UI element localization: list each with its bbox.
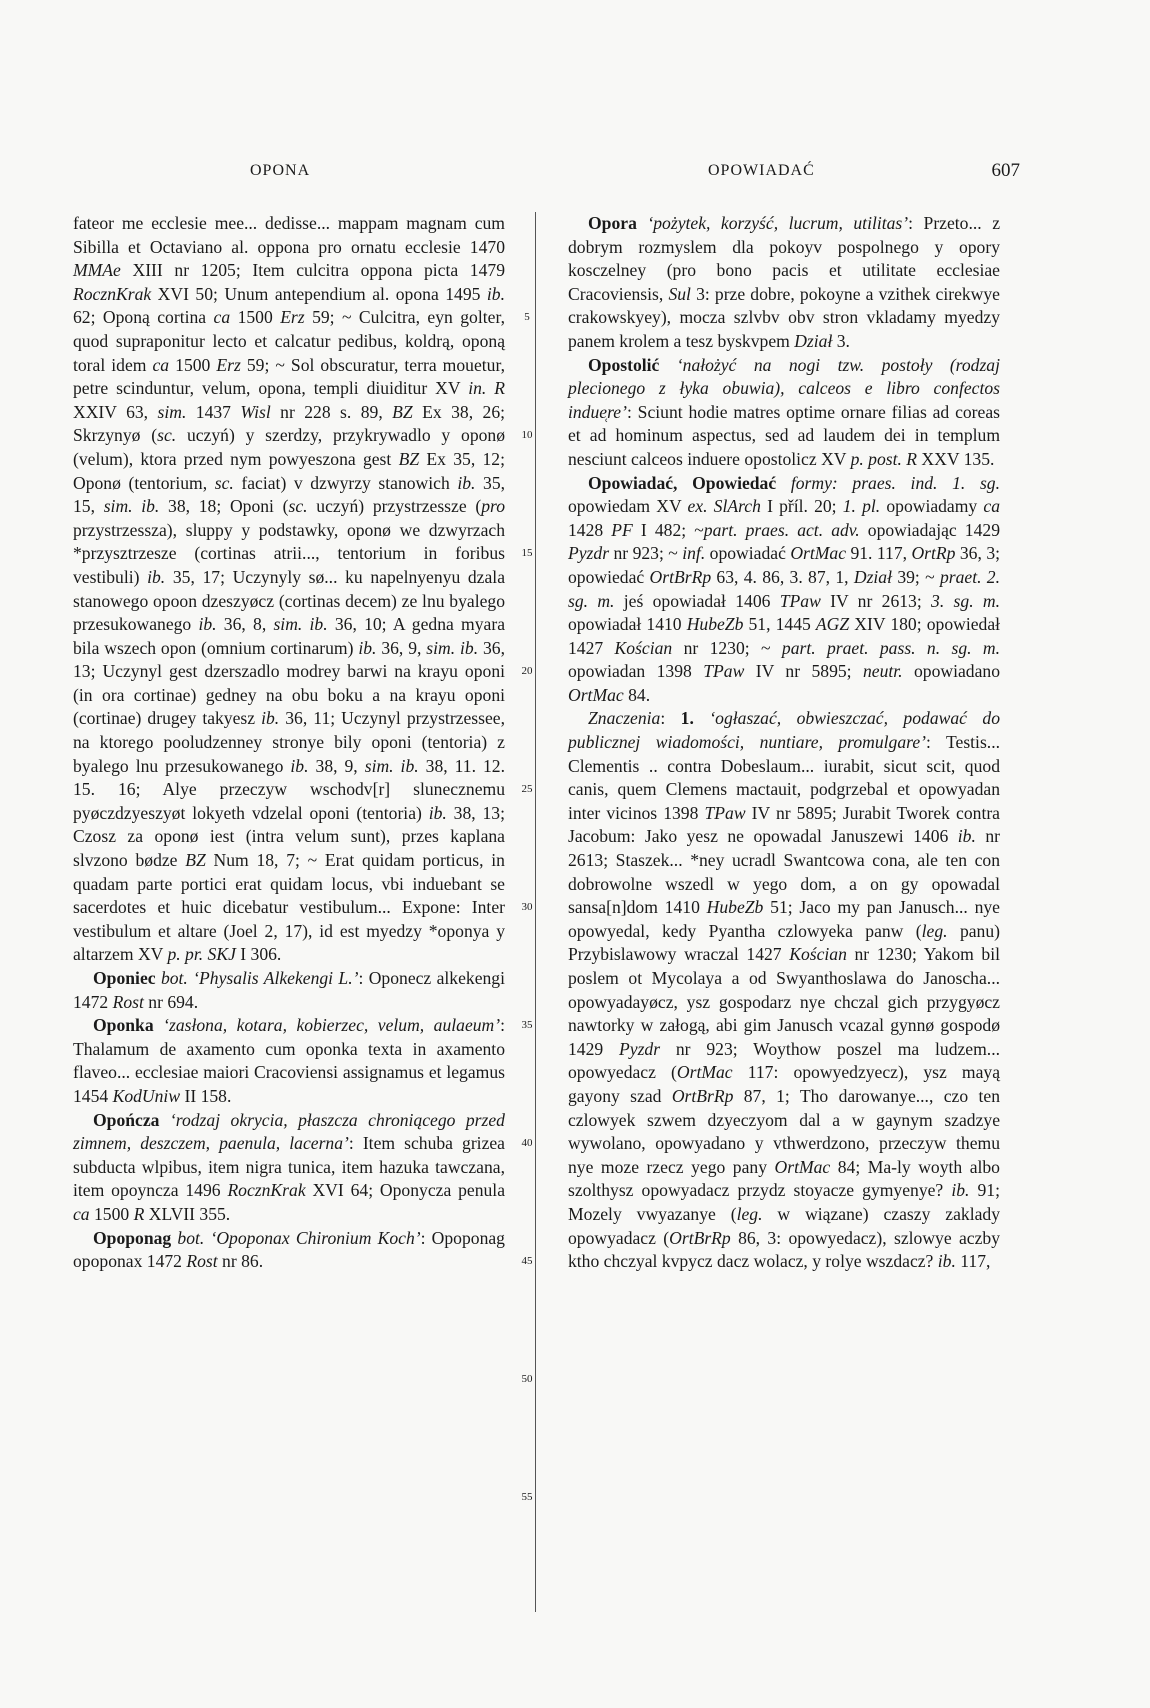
italic-text: OrtBrRp [649, 566, 712, 587]
entry-text: 59; ~ Culcitra, eyn golter, quod supraponitur lecto et calcatur pedibus, koldrą, oponą toral idem [73, 307, 505, 375]
dictionary-entry [73, 1014, 505, 1108]
italic-text: in. R [468, 378, 506, 399]
italic-text: TPaw [779, 590, 821, 611]
entry-text: 1500 [230, 307, 281, 328]
italic-text: ʻogłaszać, obwieszczać, podawać do publicznej wiadomości, nuntiare, promulgareʼ [568, 708, 1000, 753]
entry-text: : Item schuba grizea subducta wlpibus, item nigra tunica, item hazuka tawczana, item opoyncza 1496 [73, 1133, 505, 1201]
headword: Opończa [93, 1109, 160, 1130]
italic-text: BZ [185, 850, 206, 871]
entry-text: XIII nr 1205; Item culcitra oppona picta 1479 [120, 260, 505, 281]
line-number: 50 [521, 1373, 533, 1386]
dictionary-entry [73, 1109, 505, 1227]
entry-text: panu) Przybislawowy wraczal 1427 [568, 920, 1000, 965]
entry-text: 3. [832, 330, 850, 351]
italic-text: TPaw [703, 661, 745, 682]
italic-text: Pyzdr [568, 543, 610, 564]
entry-text: : Sciunt hodie matres optime ornare filias ad coreas et ad hominum aspectus, sed ad laudem dei in templum nesciunt calceos induere opostolicz XV [568, 401, 1000, 469]
italic-text: ex. SlArch [687, 496, 761, 517]
entry-text: XLVII 355. [144, 1203, 231, 1224]
entry-text: przystrzessza), sluppy y podstawky, oponø we dzwyrzach *przysztrzesze (cortinas atrii..., tentorium in foribus vestibuli) [73, 519, 505, 587]
italic-text: OrtMac [790, 543, 847, 564]
italic-text: ca [213, 307, 231, 328]
entry-text: faciat) v dzwyrzy stanowich [233, 472, 458, 493]
entry-text: 36, 13; Uczynyl gest dzerszadlo modrey barwi na krayu oponi (in ora cortinae) gedney na obu boku a na krayu oponi (cortinae) drugey takyesz [73, 637, 505, 729]
left-running-head: OPONA [250, 162, 311, 179]
entry-text: jeś opowiadał 1406 [614, 590, 780, 611]
entry-text: XXIV 63, [73, 401, 158, 422]
headword: Oponiec [93, 968, 156, 988]
entry-text: 1500 [89, 1203, 134, 1224]
italic-text: p. post. R [850, 448, 918, 469]
italic-text: part. praet. pass. n. sg. m. [781, 637, 1000, 658]
italic-text: HubeZb [706, 897, 764, 918]
italic-text: RocznKrak [227, 1180, 306, 1201]
entry-text: II 158. [180, 1085, 232, 1106]
italic-text: RocznKrak [73, 283, 152, 304]
entry-text: XVI 50; Unum antependium al. opona 1495 [151, 283, 487, 304]
italic-text: bot. ʻPhysalis Alkekengi L.ʼ [160, 968, 359, 988]
italic-text: TPaw [704, 802, 746, 823]
entry-text: opowiadano [902, 661, 1000, 682]
entry-text [659, 355, 676, 375]
italic-text: pro [481, 496, 505, 517]
entry-text: 3: prze dobre, pokoyne a vzithek cirekwye crakowskyey), mocza szlvbv obv stron vkladamy myedzy panem krolem a tesz byskvpem [568, 283, 1000, 351]
entry-text: Num 18, 7; ~ Erat quidam porticus, in quadam parte portici erat quidam locus, vbi induebant se sacerdotes et huic dicebatur vestibulum... Expone: Inter vestibulum et altare (Joel 2, 17), id est myedzy *oponya y altarzem XV [73, 850, 505, 965]
entry-text [776, 473, 791, 493]
page-number: 607 [991, 160, 1020, 181]
italic-text: leg. [921, 920, 948, 941]
italic-text: Wisl [240, 401, 271, 422]
entry-text [694, 708, 709, 728]
right-running-head: OPOWIADAĆ [708, 162, 815, 179]
italic-text: sim. ib. [364, 755, 419, 776]
entry-text: I 482; ~ [632, 519, 704, 540]
italic-text: ib. [486, 283, 505, 304]
entry-text: 38, 18; Oponi ( [159, 496, 289, 517]
entry-text: 38, 11. 12. 15. 16; Alye przeczyw wschodv[r] slunecznemu pyøczdzyeszyøt lokyeth vdzelal oponi (tentoria) [73, 755, 505, 823]
entry-text: 35, 17; Uczynyly sø... ku napelnyenyu dzala stanowego opoon dzeszyøcz (cortinas decem) ze lnu byalego przesukowanego [73, 566, 505, 635]
line-number-gutter [519, 212, 535, 1612]
entry-text [637, 213, 648, 233]
entry-text: XXV 135. [917, 448, 995, 469]
left-column [73, 212, 505, 1274]
dictionary-entry [73, 212, 505, 967]
line-number: 25 [521, 783, 533, 796]
italic-text: Kościan [789, 944, 847, 965]
line-number: 15 [521, 547, 533, 560]
entry-text: nr 923; Woythow poszel ma ludzem... opowyedacz ( [568, 1038, 1000, 1083]
italic-text: ib. [937, 1251, 956, 1272]
dictionary-entry [568, 707, 1000, 1273]
entry-text: 38, 13; Czosz za oponø iest (intra velum sunt), przes kaplana slvzono bødze [73, 802, 505, 871]
headword: Oponka [93, 1015, 154, 1036]
italic-text: ʻrodzaj okrycia, płaszcza chroniącego przed zimnem, deszczem, paenula, lacernaʼ [73, 1109, 505, 1154]
italic-text: ca [152, 354, 170, 375]
italic-text: Znaczenia [588, 708, 661, 729]
line-number: 5 [524, 311, 530, 324]
entry-text: 35, 15, [73, 472, 506, 517]
line-number: 40 [521, 1137, 533, 1150]
italic-text: OrtMac [676, 1062, 733, 1083]
entry-text: 1428 [568, 519, 612, 540]
italic-text: AGZ [815, 614, 850, 635]
entry-text: : Testis... Clementis .. contra Dobeslaum... iurabit, sicut scit, quod canis, quem Clemens mactauit, podgrzebal et opowyadan inter vicinos 1398 [568, 732, 1000, 823]
entry-text: IV nr 5895; [744, 661, 863, 682]
entry-text: 91; Mozely vwyazanye ( [568, 1180, 1000, 1224]
italic-text: HubeZb [686, 614, 744, 635]
italic-text: OrtBrRp [671, 1085, 734, 1106]
line-number: 55 [521, 1491, 533, 1504]
italic-text: ib. [147, 566, 166, 587]
italic-text: p. pr. SKJ [167, 944, 236, 965]
dictionary-entry [73, 1227, 505, 1274]
italic-text: ʻnałożyć na nogi tzw. postoły (rodzaj plecionego z łyka obuwia), calceos e libro confectos indue̜reʼ [568, 354, 1000, 422]
entry-text: 36, 8, [216, 614, 274, 635]
line-number: 45 [521, 1255, 533, 1268]
entry-text: opowiadał 1410 [568, 614, 687, 635]
italic-text: ʻzasłona, kotara, kobierzec, velum, aulaeumʼ [163, 1015, 501, 1036]
dictionary-entry [568, 354, 1000, 472]
entry-text: 87, 1; Tho darowanye..., czo ten czlowyek szwem dzyeczyom dal a w gaynym szadzye wywolano, opowyadano y vthwerdzono, przeczyw themu nye moze rzecz yego pany [568, 1085, 1000, 1177]
italic-text: bot. ʻOpoponax Chironium Kochʼ [177, 1227, 421, 1248]
italic-text: Pyzdr [619, 1038, 661, 1059]
entry-text: XVI 64; Oponycza penula [305, 1180, 505, 1201]
entry-text: : Oponecz alkekengi 1472 [73, 968, 505, 1012]
italic-text: Rost [112, 991, 144, 1012]
entry-text: nr 1230; ~ [672, 637, 782, 658]
entry-text: : Przeto... z dobrym rozmyslem dla pokoyv pospolnego y opory kosczelney (pro bono pacis et utilitate ecclesiae Cracoviensis, [568, 213, 1001, 304]
column-divider [535, 212, 536, 1612]
line-number: 30 [521, 901, 533, 914]
italic-text: KodUniw [112, 1085, 181, 1106]
entry-text: opowiedam XV [568, 496, 688, 517]
entry-text: : Opoponag opoponax 1472 [73, 1227, 505, 1272]
entry-text: fateor me ecclesie mee... dedisse... mappam magnam cum Sibilla et Octaviano al. oppona pro ornatu ecclesie 1470 [73, 213, 505, 257]
italic-text: sim. ib. [103, 496, 160, 517]
italic-text: ca [983, 496, 1000, 517]
entry-text: Ex 38, 26; Skrzynyø ( [73, 401, 506, 446]
entry-text: nr 1230; Yakom bil poslem ot Mycolaya a od Swyanthoslawa do Janoscha... opowyadayøcz, ysz gospodarz nye chczal gich przygyøcz nawtorky w załogą, abi gim Janusch vcazal gynnø gospodø 1429 [568, 944, 1000, 1059]
entry-text: 51, 1445 [743, 614, 816, 635]
entry-text: IV nr 2613; [820, 590, 932, 611]
entry-text: : [660, 708, 681, 729]
dictionary-entry [568, 212, 1000, 354]
italic-text: Erz [216, 354, 241, 375]
italic-text: ib. [951, 1180, 970, 1201]
italic-text: ib. [428, 802, 447, 823]
headword: 1. [680, 708, 694, 729]
headword: Opostolić [588, 354, 660, 375]
entry-text: 1437 [186, 401, 241, 422]
italic-text: OrtMac [568, 684, 624, 705]
italic-text: BZ [398, 448, 420, 469]
entry-text: I 306. [235, 944, 282, 965]
italic-text: sim. ib. [426, 637, 479, 658]
italic-text: sc. [214, 472, 234, 493]
italic-text: sim. ib. [273, 614, 328, 635]
entry-text: 62; Oponą cortina [73, 307, 214, 328]
entry-text: XIV 180; opowiedał 1427 [568, 614, 1001, 658]
dictionary-entry [73, 967, 505, 1014]
italic-text: Dział [794, 330, 833, 351]
entry-text: 63, 4. 86, 3. 87, 1, [711, 566, 854, 587]
italic-text: leg. [736, 1203, 763, 1224]
entry-text: opowiadając 1429 [859, 519, 1000, 540]
dictionary-entry [568, 472, 1000, 708]
italic-text: ib. [198, 614, 217, 635]
entry-text: w wiązane) czaszy zaklady opowyadacz ( [568, 1203, 1000, 1248]
entry-text: 36, 10; A gedna myara bila wszech opon (omnium cortinarum) [73, 614, 506, 658]
italic-text: formy: praes. ind. 1. sg. [790, 472, 1000, 493]
italic-text: ca [73, 1203, 90, 1224]
headword: Opora [588, 213, 637, 233]
line-number: 20 [521, 665, 533, 678]
italic-text: 3. sg. m. [931, 590, 1001, 611]
entry-text [159, 1110, 169, 1130]
entry-text: 36, 11; Uczynyl przystrzessee, na ktorego pooludzenney stronye bily oponi (tentoria) z byalego lnu przesukowanego [73, 708, 505, 776]
italic-text: part. praes. act. adv. [703, 519, 860, 540]
entry-text: 91. 117, [846, 543, 912, 564]
italic-text: OrtBrRp [669, 1227, 731, 1248]
italic-text: sim. [157, 401, 187, 422]
entry-text: 36, 9, [376, 637, 427, 658]
italic-text: MMAe [73, 260, 121, 281]
entry-text: 38, 9, [308, 755, 365, 776]
entry-text: Ex 35, 12; Oponø (tentorium, [73, 448, 505, 493]
entry-text: nr 86. [217, 1251, 264, 1272]
italic-text: Rost [186, 1251, 218, 1272]
headword: Opoponag [93, 1227, 172, 1248]
entry-text: 51; Jaco my pan Janusch... nye opowyedal, kedy Pyantha czlowyeka panw ( [568, 897, 1000, 941]
italic-text: Sul [668, 283, 691, 304]
italic-text: OrtMac [774, 1156, 831, 1177]
italic-text: sc. [288, 496, 308, 517]
line-number: 35 [521, 1019, 533, 1032]
entry-text: 59; ~ Sol obscuratur, terra mouetur, petre scinduntur, velum, opona, templi diuiditur XV [73, 354, 506, 399]
italic-text: ʻpożytek, korzyść, lucrum, utilitasʼ [647, 213, 909, 233]
italic-text: BZ [392, 401, 413, 422]
italic-text: ib. [358, 637, 377, 658]
entry-text: 84. [623, 684, 651, 705]
entry-text: 84; Ma-ly woyth albo szolthysz opowyadacz przydz stoyacze gymyenye? [568, 1156, 1000, 1201]
entry-text: uczyń) y szerdzy, przykrywadlo y oponø (velum), ktora przed nym powyeszona gest [73, 425, 506, 469]
entry-text [154, 1015, 164, 1035]
line-number: 10 [521, 429, 533, 442]
italic-text: ib. [457, 472, 476, 493]
entry-text: nr 694. [143, 991, 199, 1012]
italic-text: inf. [682, 543, 706, 564]
entry-text: nr 228 s. 89, [270, 401, 393, 422]
entry-text: uczyń) przystrzessze ( [307, 496, 482, 517]
italic-text: ib. [290, 755, 309, 776]
entry-text: nr 923; ~ [609, 543, 683, 564]
entry-text: 117: opowyedzyecz), ysz mayą gayony szad [568, 1062, 1001, 1106]
italic-text: praet. 2. sg. m. [568, 566, 1000, 611]
italic-text: Kościan [614, 637, 673, 658]
entry-text: I příl. 20; [760, 496, 843, 517]
entry-text: 1500 [169, 354, 217, 375]
entry-text: 86, 3: opowyedacz), szlowye aczby ktho chczyal kvpycz dacz wolacz, y rolye wszdacz? [568, 1227, 1000, 1272]
italic-text: ib. [261, 708, 280, 729]
entry-text: opowiadamy [880, 496, 984, 517]
italic-text: OrtRp [911, 543, 956, 564]
italic-text: sc. [157, 425, 177, 446]
headword: Opowiadać, Opowiedać [588, 472, 777, 493]
italic-text: R [133, 1203, 145, 1224]
italic-text: Dział [853, 566, 892, 587]
italic-text: PF [611, 519, 633, 540]
italic-text: Erz [280, 307, 305, 328]
entry-text: nr 2613; Staszek... *ney ucradl Swantcowa cona, ale ten con dobrowolne wszedl w yego dom, a on gy opowadal sansa[n]dom 1410 [568, 826, 1000, 918]
italic-text: 1. pl. [842, 496, 881, 517]
right-column [568, 212, 1000, 1274]
entry-text: 36, 3; opowiedać [568, 543, 1001, 587]
entry-text: 39; ~ [892, 566, 940, 587]
italic-text: ib. [957, 826, 976, 847]
italic-text: neutr. [862, 661, 903, 682]
entry-text: opowiadan 1398 [568, 661, 704, 682]
entry-text: 117, [955, 1251, 991, 1272]
entry-text: : Thalamum de axamento cum oponka texta in axamento flaveo... ecclesiae maiori Cracoviensi assignamus et legamus 1454 [73, 1015, 506, 1106]
entry-text: IV nr 5895; Jurabit Tworek contra Jacobum: Jako yesz ne opowadal Januszewi 1406 [568, 802, 1000, 847]
entry-text: opowiadać [705, 543, 791, 564]
